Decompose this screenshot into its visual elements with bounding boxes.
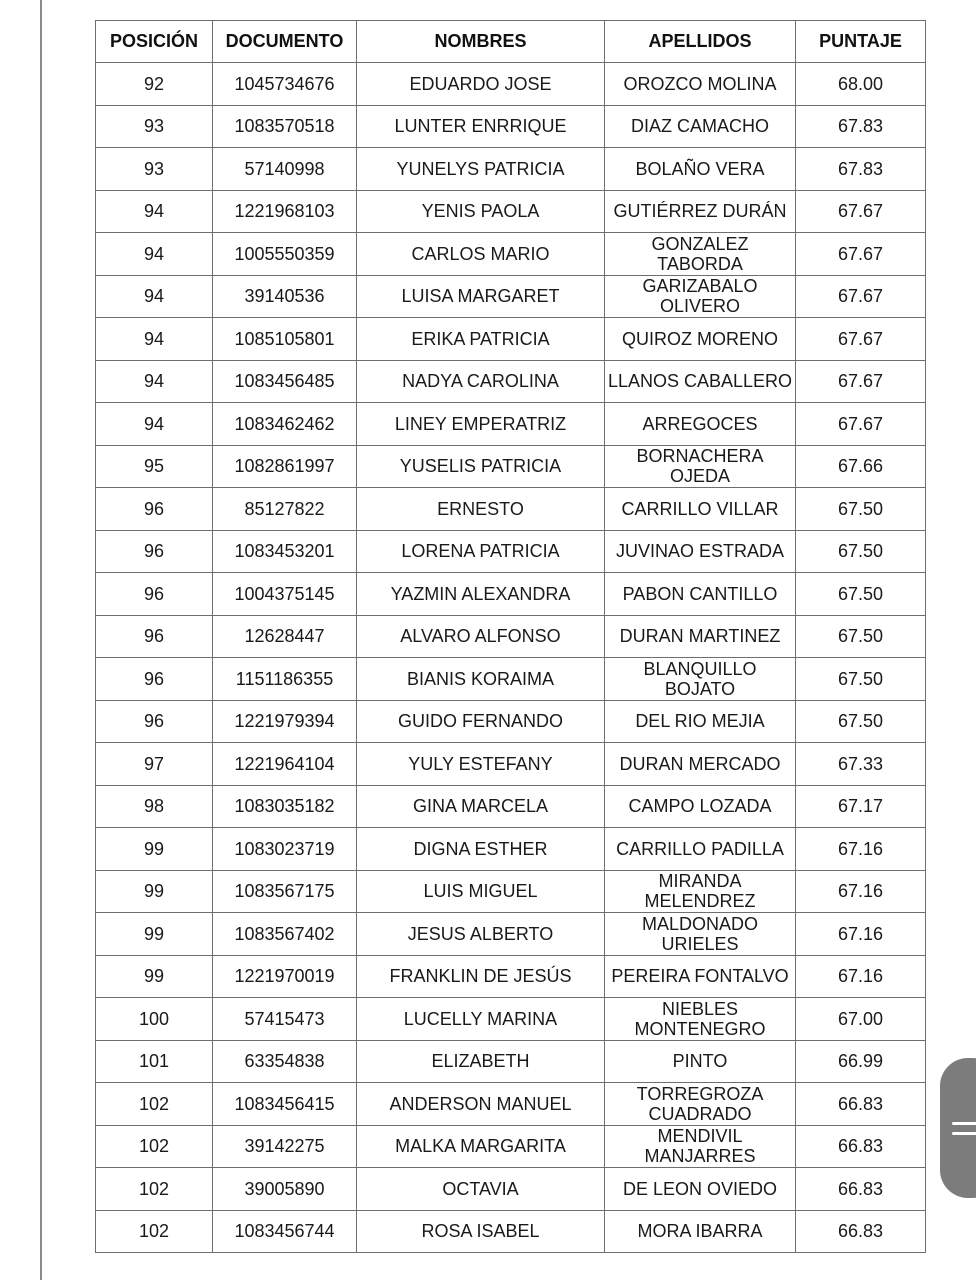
cell-documento: 1045734676 — [213, 63, 357, 106]
cell-documento: 1221979394 — [213, 700, 357, 743]
cell-apellidos: LLANOS CABALLERO — [605, 360, 796, 403]
table-header-row — [96, 21, 926, 63]
cell-puntaje: 66.83 — [796, 1083, 926, 1126]
cell-posicion: 99 — [96, 955, 213, 998]
table-row — [96, 700, 926, 743]
cell-nombres: JESUS ALBERTO — [357, 913, 605, 956]
cell-puntaje: 67.67 — [796, 275, 926, 318]
cell-apellidos: MALDONADO URIELES — [605, 913, 796, 956]
cell-nombres: YULY ESTEFANY — [357, 743, 605, 786]
cell-documento: 39142275 — [213, 1125, 357, 1168]
cell-puntaje: 67.67 — [796, 360, 926, 403]
cell-puntaje: 67.33 — [796, 743, 926, 786]
cell-documento: 1004375145 — [213, 573, 357, 616]
header-documento: DOCUMENTO — [213, 21, 357, 63]
cell-nombres: ANDERSON MANUEL — [357, 1083, 605, 1126]
cell-documento: 1083567175 — [213, 870, 357, 913]
cell-documento: 1083023719 — [213, 828, 357, 871]
table-row — [96, 785, 926, 828]
cell-apellidos: DEL RIO MEJIA — [605, 700, 796, 743]
cell-nombres: GUIDO FERNANDO — [357, 700, 605, 743]
cell-apellidos: PINTO — [605, 1040, 796, 1083]
cell-nombres: CARLOS MARIO — [357, 233, 605, 276]
cell-puntaje: 67.67 — [796, 318, 926, 361]
cell-apellidos: TORREGROZA CUADRADO — [605, 1083, 796, 1126]
cell-posicion: 94 — [96, 275, 213, 318]
cell-documento: 12628447 — [213, 615, 357, 658]
cell-apellidos: BOLAÑO VERA — [605, 148, 796, 191]
page-margin-rule — [40, 0, 42, 1280]
cell-nombres: OCTAVIA — [357, 1168, 605, 1211]
cell-documento: 85127822 — [213, 488, 357, 531]
cell-posicion: 93 — [96, 105, 213, 148]
cell-nombres: DIGNA ESTHER — [357, 828, 605, 871]
cell-puntaje: 68.00 — [796, 63, 926, 106]
table-body — [96, 63, 926, 1253]
cell-apellidos: CARRILLO VILLAR — [605, 488, 796, 531]
cell-posicion: 97 — [96, 743, 213, 786]
cell-puntaje: 67.50 — [796, 658, 926, 701]
table-row — [96, 275, 926, 318]
cell-apellidos: MENDIVIL MANJARRES — [605, 1125, 796, 1168]
cell-puntaje: 67.66 — [796, 445, 926, 488]
cell-documento: 1083462462 — [213, 403, 357, 446]
cell-apellidos: GONZALEZ TABORDA — [605, 233, 796, 276]
cell-documento: 39140536 — [213, 275, 357, 318]
cell-puntaje: 66.83 — [796, 1125, 926, 1168]
cell-posicion: 99 — [96, 828, 213, 871]
cell-documento: 1221968103 — [213, 190, 357, 233]
cell-nombres: YENIS PAOLA — [357, 190, 605, 233]
cell-apellidos: GUTIÉRREZ DURÁN — [605, 190, 796, 233]
cell-nombres: LORENA PATRICIA — [357, 530, 605, 573]
cell-documento: 1085105801 — [213, 318, 357, 361]
table-row — [96, 1168, 926, 1211]
cell-puntaje: 66.83 — [796, 1210, 926, 1253]
cell-documento: 63354838 — [213, 1040, 357, 1083]
cell-puntaje: 67.50 — [796, 700, 926, 743]
cell-puntaje: 67.50 — [796, 573, 926, 616]
cell-documento: 39005890 — [213, 1168, 357, 1211]
table-row — [96, 998, 926, 1041]
cell-posicion: 96 — [96, 530, 213, 573]
cell-posicion: 98 — [96, 785, 213, 828]
cell-nombres: GINA MARCELA — [357, 785, 605, 828]
cell-puntaje: 66.99 — [796, 1040, 926, 1083]
cell-posicion: 102 — [96, 1168, 213, 1211]
cell-posicion: 96 — [96, 658, 213, 701]
cell-nombres: ERNESTO — [357, 488, 605, 531]
cell-apellidos: DIAZ CAMACHO — [605, 105, 796, 148]
cell-puntaje: 67.67 — [796, 403, 926, 446]
cell-apellidos: OROZCO MOLINA — [605, 63, 796, 106]
cell-puntaje: 66.83 — [796, 1168, 926, 1211]
cell-nombres: LUIS MIGUEL — [357, 870, 605, 913]
header-puntaje: PUNTAJE — [796, 21, 926, 63]
table-row — [96, 1040, 926, 1083]
cell-documento: 1151186355 — [213, 658, 357, 701]
cell-apellidos: DURAN MARTINEZ — [605, 615, 796, 658]
cell-posicion: 94 — [96, 233, 213, 276]
table-row — [96, 63, 926, 106]
cell-nombres: EDUARDO JOSE — [357, 63, 605, 106]
table-row — [96, 870, 926, 913]
cell-nombres: NADYA CAROLINA — [357, 360, 605, 403]
header-apellidos: APELLIDOS — [605, 21, 796, 63]
cell-posicion: 102 — [96, 1125, 213, 1168]
cell-documento: 1083456415 — [213, 1083, 357, 1126]
cell-apellidos: MORA IBARRA — [605, 1210, 796, 1253]
table-row — [96, 445, 926, 488]
cell-posicion: 95 — [96, 445, 213, 488]
cell-apellidos: JUVINAO ESTRADA — [605, 530, 796, 573]
table-row — [96, 233, 926, 276]
cell-posicion: 93 — [96, 148, 213, 191]
cell-puntaje: 67.16 — [796, 955, 926, 998]
cell-apellidos: BORNACHERA OJEDA — [605, 445, 796, 488]
table-row — [96, 913, 926, 956]
cell-nombres: LINEY EMPERATRIZ — [357, 403, 605, 446]
grip-lines-icon — [952, 1122, 976, 1125]
table-row — [96, 658, 926, 701]
cell-documento: 1083456744 — [213, 1210, 357, 1253]
table-row — [96, 1125, 926, 1168]
results-table — [95, 20, 926, 1253]
header-posicion: POSICIÓN — [96, 21, 213, 63]
scroll-handle[interactable] — [940, 1058, 976, 1198]
cell-nombres: BIANIS KORAIMA — [357, 658, 605, 701]
cell-posicion: 94 — [96, 318, 213, 361]
cell-documento: 1082861997 — [213, 445, 357, 488]
cell-posicion: 94 — [96, 403, 213, 446]
table-row — [96, 615, 926, 658]
cell-posicion: 96 — [96, 615, 213, 658]
cell-documento: 1005550359 — [213, 233, 357, 276]
cell-documento: 57415473 — [213, 998, 357, 1041]
table-row — [96, 955, 926, 998]
cell-nombres: MALKA MARGARITA — [357, 1125, 605, 1168]
cell-posicion: 94 — [96, 360, 213, 403]
cell-puntaje: 67.83 — [796, 105, 926, 148]
table-row — [96, 105, 926, 148]
table-row — [96, 488, 926, 531]
cell-nombres: YAZMIN ALEXANDRA — [357, 573, 605, 616]
cell-puntaje: 67.50 — [796, 488, 926, 531]
cell-posicion: 100 — [96, 998, 213, 1041]
cell-posicion: 99 — [96, 913, 213, 956]
cell-apellidos: PEREIRA FONTALVO — [605, 955, 796, 998]
cell-documento: 1083567402 — [213, 913, 357, 956]
cell-posicion: 102 — [96, 1083, 213, 1126]
cell-apellidos: CAMPO LOZADA — [605, 785, 796, 828]
cell-puntaje: 67.16 — [796, 828, 926, 871]
table-row — [96, 743, 926, 786]
cell-documento: 1083035182 — [213, 785, 357, 828]
cell-puntaje: 67.50 — [796, 615, 926, 658]
cell-posicion: 96 — [96, 573, 213, 616]
cell-apellidos: DURAN MERCADO — [605, 743, 796, 786]
cell-puntaje: 67.16 — [796, 913, 926, 956]
cell-nombres: ERIKA PATRICIA — [357, 318, 605, 361]
cell-apellidos: QUIROZ MORENO — [605, 318, 796, 361]
table-row — [96, 530, 926, 573]
cell-documento: 1221970019 — [213, 955, 357, 998]
cell-apellidos: NIEBLES MONTENEGRO — [605, 998, 796, 1041]
cell-nombres: YUSELIS PATRICIA — [357, 445, 605, 488]
cell-apellidos: CARRILLO PADILLA — [605, 828, 796, 871]
cell-documento: 1083570518 — [213, 105, 357, 148]
table-row — [96, 318, 926, 361]
cell-nombres: FRANKLIN DE JESÚS — [357, 955, 605, 998]
grip-lines-icon — [952, 1132, 976, 1135]
cell-puntaje: 67.17 — [796, 785, 926, 828]
header-nombres: NOMBRES — [357, 21, 605, 63]
cell-puntaje: 67.67 — [796, 233, 926, 276]
cell-puntaje: 67.16 — [796, 870, 926, 913]
cell-apellidos: ARREGOCES — [605, 403, 796, 446]
cell-apellidos: BLANQUILLO BOJATO — [605, 658, 796, 701]
cell-puntaje: 67.00 — [796, 998, 926, 1041]
cell-nombres: ROSA ISABEL — [357, 1210, 605, 1253]
cell-nombres: ALVARO ALFONSO — [357, 615, 605, 658]
cell-posicion: 101 — [96, 1040, 213, 1083]
cell-apellidos: GARIZABALO OLIVERO — [605, 275, 796, 318]
cell-documento: 1083456485 — [213, 360, 357, 403]
cell-apellidos: MIRANDA MELENDREZ — [605, 870, 796, 913]
table-row — [96, 1083, 926, 1126]
cell-nombres: YUNELYS PATRICIA — [357, 148, 605, 191]
cell-puntaje: 67.83 — [796, 148, 926, 191]
cell-nombres: LUNTER ENRRIQUE — [357, 105, 605, 148]
table-row — [96, 190, 926, 233]
cell-nombres: LUISA MARGARET — [357, 275, 605, 318]
cell-apellidos: PABON CANTILLO — [605, 573, 796, 616]
cell-posicion: 102 — [96, 1210, 213, 1253]
cell-nombres: ELIZABETH — [357, 1040, 605, 1083]
table-row — [96, 828, 926, 871]
cell-posicion: 99 — [96, 870, 213, 913]
table-row — [96, 403, 926, 446]
cell-documento: 1083453201 — [213, 530, 357, 573]
cell-documento: 57140998 — [213, 148, 357, 191]
cell-puntaje: 67.50 — [796, 530, 926, 573]
cell-posicion: 96 — [96, 488, 213, 531]
cell-posicion: 94 — [96, 190, 213, 233]
cell-posicion: 92 — [96, 63, 213, 106]
table-row — [96, 573, 926, 616]
table-row — [96, 1210, 926, 1253]
cell-puntaje: 67.67 — [796, 190, 926, 233]
cell-documento: 1221964104 — [213, 743, 357, 786]
table-row — [96, 148, 926, 191]
cell-apellidos: DE LEON OVIEDO — [605, 1168, 796, 1211]
table-row — [96, 360, 926, 403]
cell-posicion: 96 — [96, 700, 213, 743]
cell-nombres: LUCELLY MARINA — [357, 998, 605, 1041]
